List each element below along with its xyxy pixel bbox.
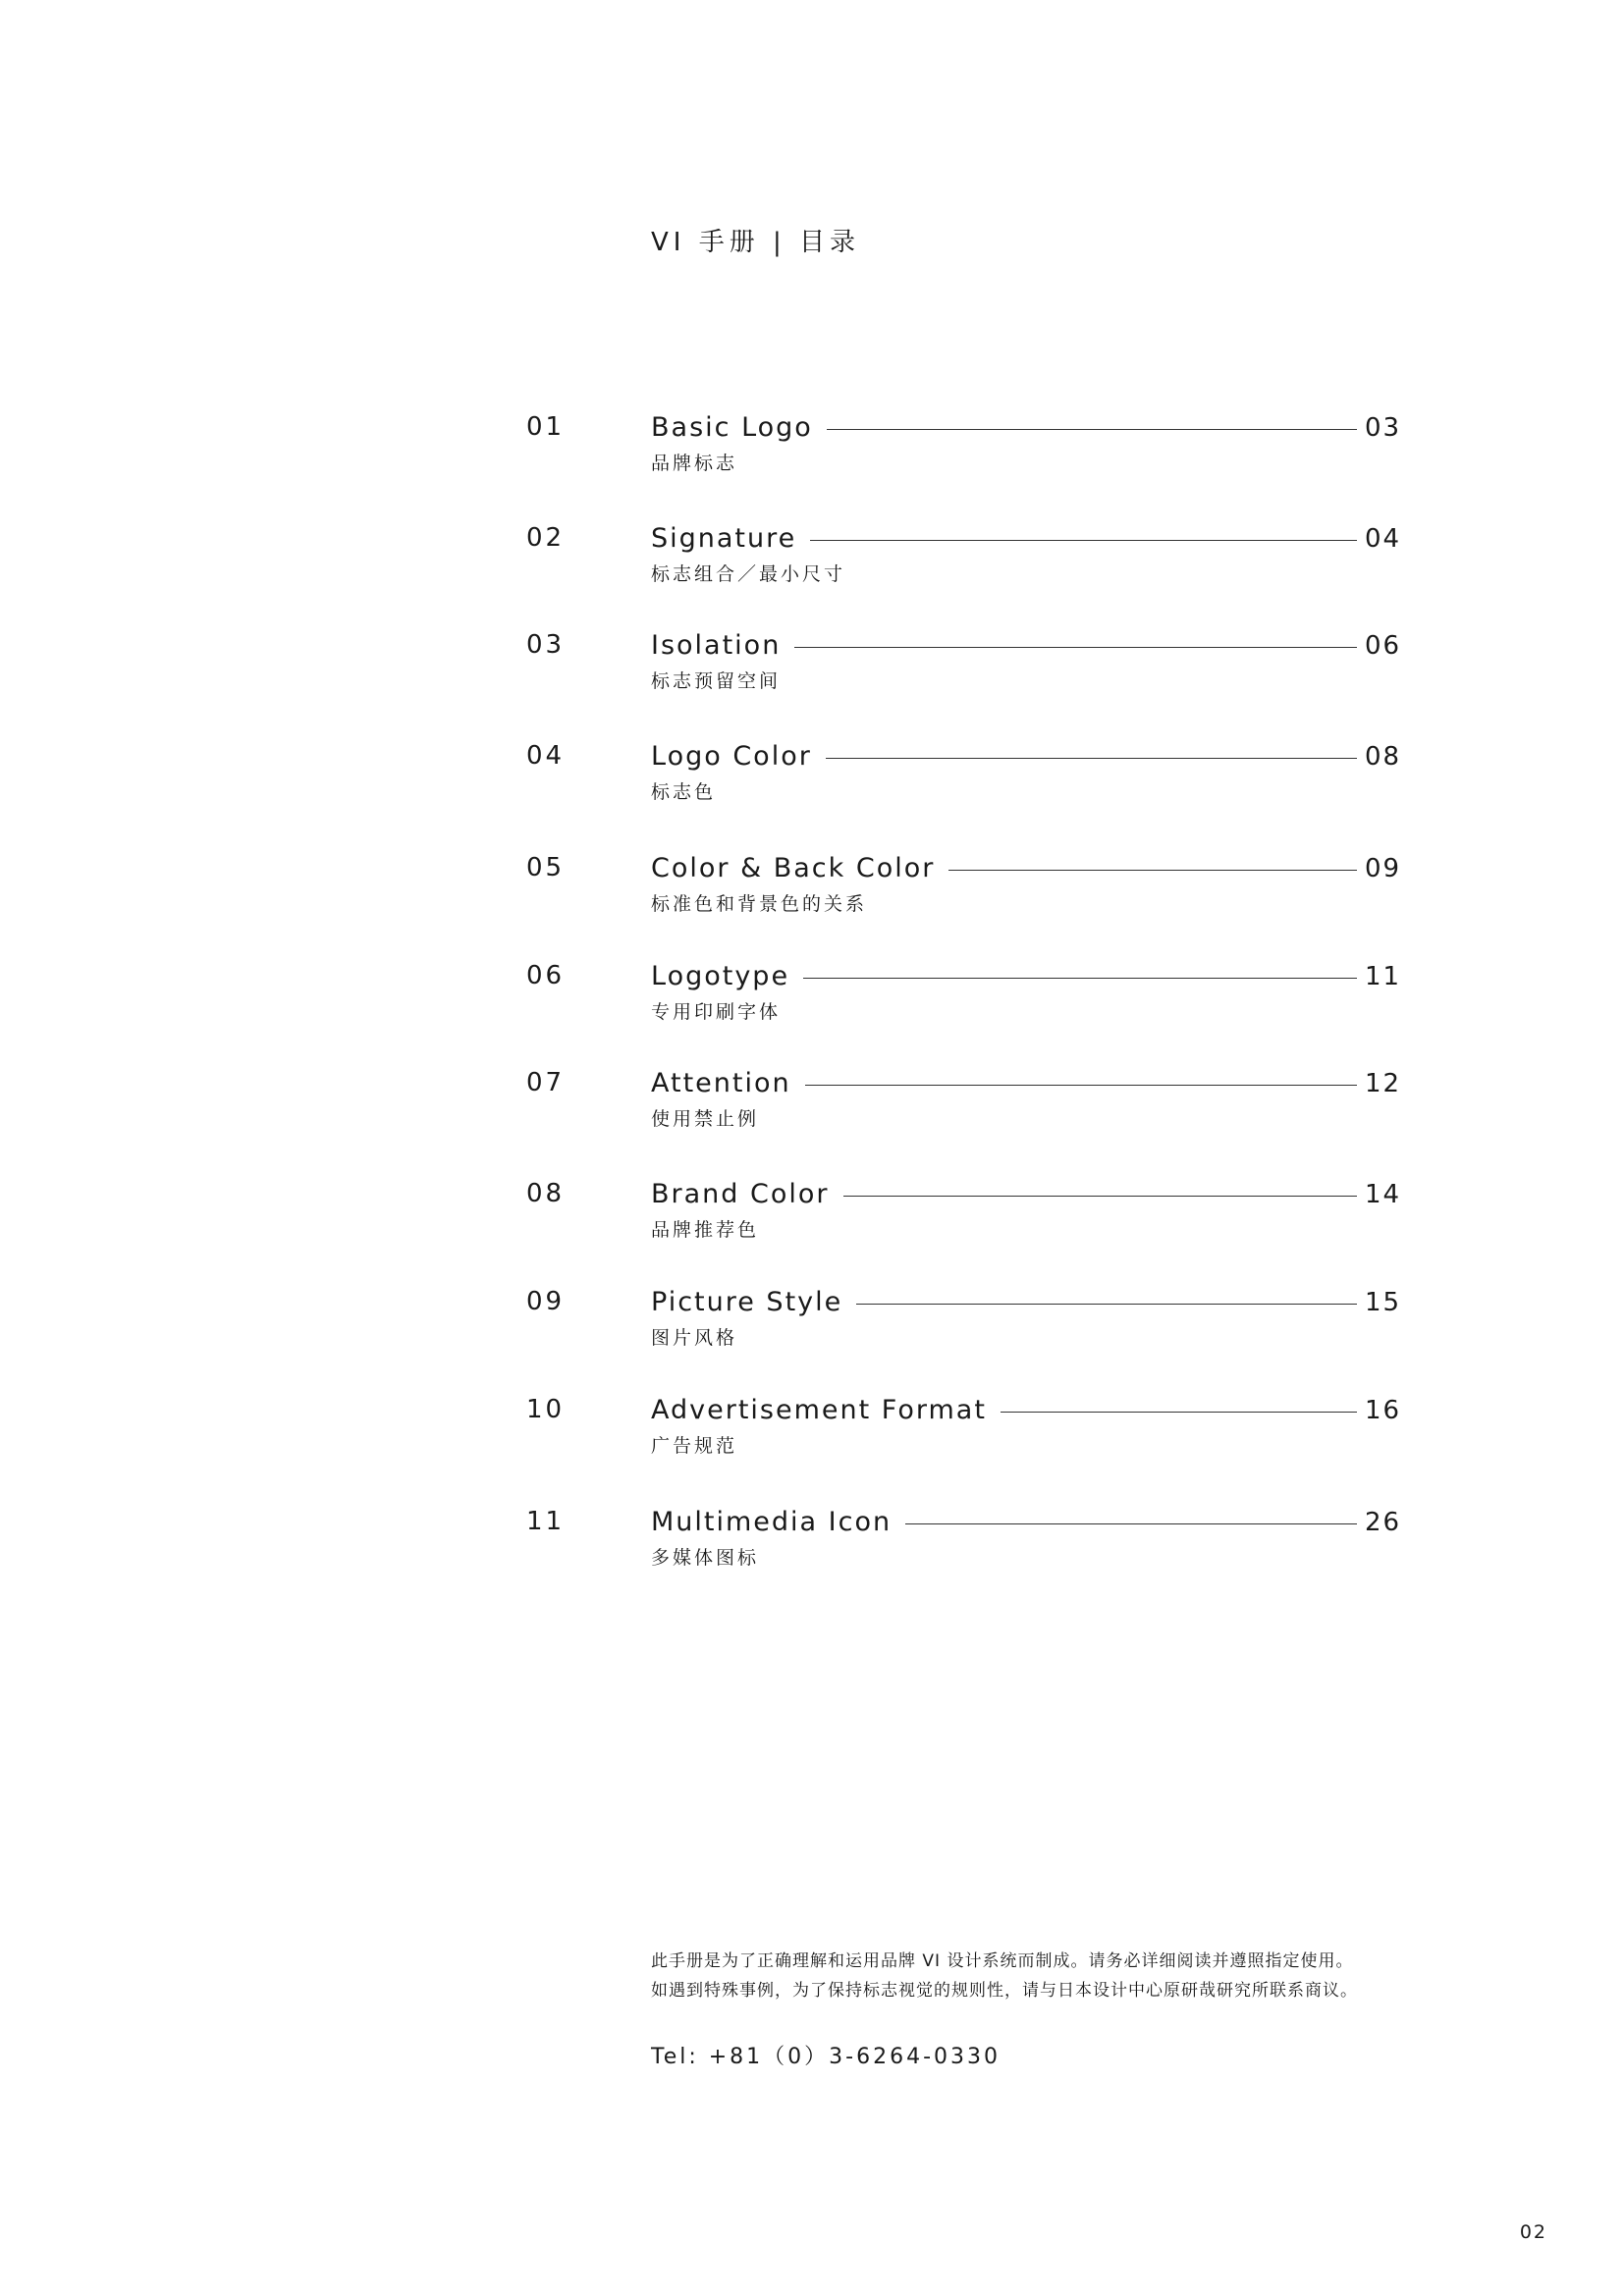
- toc-title-cn: 标志预留空间: [651, 670, 782, 692]
- toc-title-cn: 广告规范: [651, 1435, 738, 1457]
- toc-page-number: 16: [1365, 1395, 1402, 1425]
- toc-row[interactable]: [526, 1179, 1400, 1257]
- toc-row[interactable]: [526, 412, 1400, 491]
- toc-number: 11: [526, 1507, 566, 1536]
- toc-number: 02: [526, 523, 566, 553]
- toc-number: 01: [526, 412, 566, 442]
- toc-title-cn: 多媒体图标: [651, 1547, 760, 1569]
- toc-leader-line: [905, 1523, 1357, 1524]
- toc-page-number: 14: [1365, 1179, 1402, 1209]
- toc-number: 06: [526, 961, 566, 990]
- toc-title-en: Basic Logo: [651, 412, 813, 443]
- toc-page-number: 26: [1365, 1507, 1402, 1537]
- toc-title-en: Attention: [651, 1068, 791, 1098]
- toc-leader-line: [827, 429, 1357, 430]
- toc-row[interactable]: [526, 1287, 1400, 1365]
- toc-number: 04: [526, 741, 566, 771]
- toc-leader-line: [810, 540, 1357, 541]
- toc-number: 08: [526, 1179, 566, 1208]
- toc-title-cn: 标志组合／最小尺寸: [651, 563, 846, 585]
- toc-title-en: Isolation: [651, 630, 782, 661]
- toc-row[interactable]: [526, 961, 1400, 1040]
- notice-line: 此手册是为了正确理解和运用品牌 VI 设计系统而制成。请务必详细阅读并遵照指定使用。: [651, 1951, 1354, 1971]
- toc-leader-line: [1001, 1412, 1357, 1413]
- toc-number: 09: [526, 1287, 566, 1316]
- toc-leader-line: [805, 1085, 1357, 1086]
- toc-title-cn: 标志色: [651, 781, 717, 803]
- toc-row[interactable]: [526, 853, 1400, 932]
- toc-leader-line: [794, 647, 1357, 648]
- toc-title-en: Advertisement Format: [651, 1395, 987, 1425]
- toc-title-en: Multimedia Icon: [651, 1507, 893, 1537]
- toc-title-cn: 品牌标志: [651, 453, 738, 474]
- usage-notice: [651, 1947, 1358, 2005]
- toc-title-cn: 专用印刷字体: [651, 1001, 782, 1023]
- toc-row[interactable]: [526, 1395, 1400, 1473]
- page-number: 02: [1519, 2221, 1547, 2243]
- toc-row[interactable]: [526, 523, 1400, 602]
- toc-title-en: Brand Color: [651, 1179, 830, 1209]
- toc-leader-line: [856, 1304, 1357, 1305]
- toc-row[interactable]: [526, 1068, 1400, 1147]
- contact-telephone: Tel: +81（0）3-6264-0330: [651, 2045, 1001, 2069]
- toc-title-cn: 标准色和背景色的关系: [651, 893, 868, 915]
- toc-row[interactable]: [526, 1507, 1400, 1585]
- toc-leader-line: [948, 870, 1357, 871]
- toc-title-cn: 图片风格: [651, 1327, 738, 1349]
- toc-page-number: 12: [1365, 1068, 1402, 1098]
- toc-page-number: 06: [1365, 630, 1402, 661]
- toc-page-number: 11: [1365, 961, 1402, 991]
- toc-number: 10: [526, 1395, 566, 1424]
- toc-page-number: 15: [1365, 1287, 1402, 1317]
- toc-row[interactable]: [526, 630, 1400, 709]
- toc-page-number: 04: [1365, 523, 1402, 554]
- toc-row[interactable]: [526, 741, 1400, 820]
- toc-title-en: Logotype: [651, 961, 790, 991]
- toc-number: 07: [526, 1068, 566, 1097]
- toc-title-en: Picture Style: [651, 1287, 843, 1317]
- notice-line: 如遇到特殊事例，为了保持标志视觉的规则性，请与日本设计中心原研哉研究所联系商议。: [651, 1981, 1358, 2001]
- toc-title-en: Color & Back Color: [651, 853, 936, 883]
- toc-page-number: 08: [1365, 741, 1402, 772]
- toc-number: 03: [526, 630, 566, 660]
- toc-title-en: Signature: [651, 523, 797, 554]
- toc-page-number: 09: [1365, 853, 1402, 883]
- toc-leader-line: [826, 758, 1357, 759]
- toc-title-en: Logo Color: [651, 741, 812, 772]
- toc-title-cn: 使用禁止例: [651, 1108, 760, 1130]
- page-title: VI 手册 | 目录: [651, 228, 861, 257]
- toc-leader-line: [843, 1196, 1358, 1197]
- toc-number: 05: [526, 853, 566, 882]
- toc-title-cn: 品牌推荐色: [651, 1219, 760, 1241]
- toc-leader-line: [803, 978, 1357, 979]
- toc-page-number: 03: [1365, 412, 1402, 443]
